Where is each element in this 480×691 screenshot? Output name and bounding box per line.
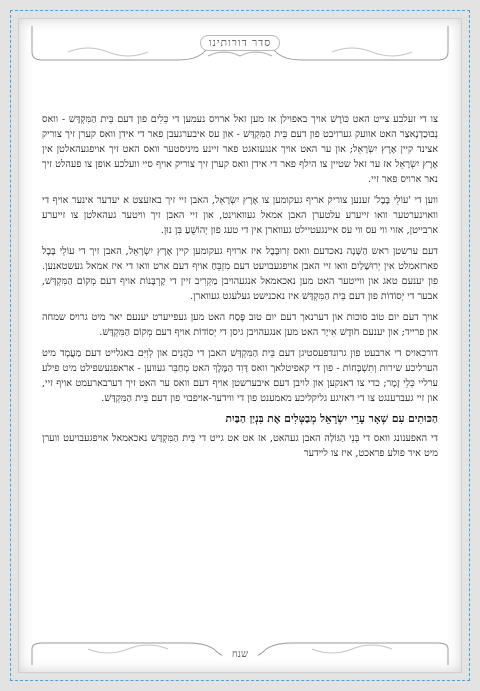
paragraph: דעם ערשטן ראש הַשָּׁנָה נאכדעם וואס זְרוּבָּבֶל איז ארויף געקומען קיין אֶרֶץ יִשְׂרָאֵל, האבן זיך די עוֹלֵי בָּבֶל פארזאמלט אין יְרוּשָׁלַיִם וואו זיי האבן אויפגעבויעט דעם מִזְבֵּחַ אויף דעם ארט וואו די איז אמאל געשטאנען. פון יענעם טאג און ווייטער האט מען נאכאמאל אנגעהויבן מַקְרִיב זיין די קָרְבָּנוֹת אויף דעם מְקוֹם הַמִּקְדָּשׁ, אבער די יְסוֹדוֹת פון דעם בֵּית הַמִּקְדָּשׁ איז נאכנישט געלעגט געווארן. xyxy=(42,246,438,302)
page-footer xyxy=(28,639,452,669)
running-header-title: סדר דורותינו xyxy=(200,35,280,51)
paragraph: צו די זעלבע צייט האט כּוֹרֶשׁ אויך באפוילן אז מען זאל ארויס נעמען די כֵּלִים פון דעם בֵּית הַמִּקְדָּשׁ - וואס נְבוּכַדְנֶאצַר האט אוועק גערויבט פון דעם בֵּית הַמִּקְדָּשׁ - און עס איבערגעבן פאר די אידן וואס קערן זיך צוריק אצינד קיין אֶרֶץ יִשְׂרָאֵל; און ער האט אויך אנגעזאגט פאר זיינע מיניסטער וואס האט זיך אויפגעהאלטן אין אֶרֶץ יִשְׂרָאֵל אז ער זאל שטיין צו הילף פאר די אידן וואס קערן זיך צוריק אויף סיי וועלכע אופן צו פעהלט זיך נאר ארויס פאר זיי. xyxy=(42,114,438,185)
paragraph: די האפענונג וואס די בְּנֵי הַגּוֹלָה האבן געהאט, אז אט אט גייט די בֵּית הַמִּקְדָּשׁ נאכאמאל אויפגעבויעט ווערן מיט איר פולע פראכט, איז צו לײדער xyxy=(42,433,438,459)
paragraph: אויך דעם יום טוב סוכות און דערנאך דעם יום טוב פֶּסַח האט מען געפייערט יענעם יאר מיט גרויס שמחה און פרייד; און יענעם חֹודֶשׁ אִייָר האט מען אנגעהויבן גיסן די יְסוֹדוֹת אויף דעם מְקוֹם הַמִּקְדָּשׁ. xyxy=(42,312,438,338)
section-heading: הַכּוּתִים עִם שְׁאָר עָרֵי יִשְׂרָאֵל מְבַטְּלִים אֶת בִּנְיַן הַבַּיִת xyxy=(225,413,438,425)
paragraph: דורכאויס די ארבעט פון גרונדפעסטיגן דעם בֵּית הַמִּקְדָּשׁ האבן די כֹּהֲנִים און לְוִיִּם באגלייט דעם מַעֲמָד מיט הערליכע שירות וְתִשְׁבָּחוֹת - פון די קאפיטלאך וואס דָּוִד הַמֶּלֶךְ האט מְחַבֵּר געווען - אראפגעשפילט מיט פילע ערליי כְּלֵי זֶמֶר; כדי צו דאנקען און לויבן דעם איבערשטן אויף דעם וואס ער האט זיך דערבארעמט אויף זיי, און זיי געברענגט צו די דאזיגע גליקליכע מאמענט פון די ווידער-אויפבוי פון דעם בֵּית הַמִּקְדָּשׁ. xyxy=(42,348,438,404)
page-header xyxy=(28,22,452,64)
page-body xyxy=(42,112,438,639)
page-number: שנח xyxy=(222,649,258,660)
paragraph: ווען די 'עוֹלֵי בָּבֶל' זענען צוריק אריף געקומען צו אֶרֶץ יִשְׂרָאֵל, האבן זיי זיך באזעצט א יעדער אינער אויף די וואוינערטער וואו זייערע עלטערן האבן אמאל געוואוינט, און זיי האבן זיך וויטער געהאלטן צו זייערע ארבייטן, אזוי ווי עס ווי עס איינגעטיילט געווארן אין די טעג פון יְהוֹשֻׁעַ בִּן נוּן. xyxy=(42,195,438,236)
